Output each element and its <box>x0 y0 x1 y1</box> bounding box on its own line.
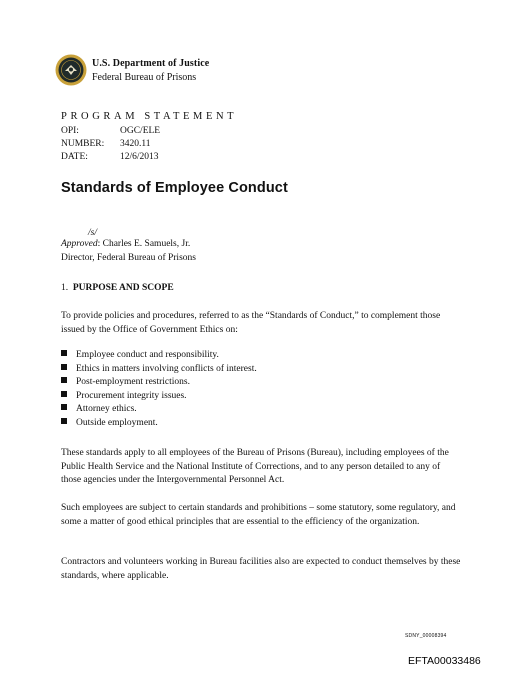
bullet-square-icon <box>61 391 67 397</box>
list-item-text: Ethics in matters involving conflicts of interest. <box>76 363 257 374</box>
list-item-text: Post-employment restrictions. <box>76 377 190 388</box>
director-title: Director, Federal Bureau of Prisons <box>61 253 196 263</box>
signature-mark: /s/ <box>88 228 97 238</box>
list-item <box>61 390 257 404</box>
paragraph-standards: Such employees are subject to certain standards and prohibitions – some statutory, some regulatory, and some a matter of good ethical principles that are essential to the efficiency of the organization. <box>61 503 456 527</box>
bullet-square-icon <box>61 350 67 356</box>
approved-name: : Charles E. Samuels, Jr. <box>97 239 191 249</box>
efta-number: EFTA00033486 <box>408 655 481 667</box>
list-item-text: Employee conduct and responsibility. <box>76 350 219 360</box>
list-item <box>61 376 257 390</box>
bullet-square-icon <box>61 364 67 370</box>
agency-name: U.S. Department of Justice <box>92 58 210 69</box>
meta-value: 12/6/2013 <box>120 152 159 162</box>
bullet-list <box>61 349 257 431</box>
meta-label: OPI: <box>61 126 79 136</box>
bates-number: SDNY_00008394 <box>405 633 447 639</box>
paragraph-applicability: These standards apply to all employees of the Bureau of Prisons (Bureau), including employees of the Public Health Service and the National Institute of Corrections, and to any person detailed to any of those agencies under the Intergovernmental Personnel Act. <box>61 448 449 485</box>
section-heading <box>61 283 174 293</box>
paragraph-intro: To provide policies and procedures, referred to as the “Standards of Conduct,” to complement those issued by the Office of Government Ethics on: <box>61 311 441 335</box>
list-item <box>61 363 257 377</box>
program-statement-heading: PROGRAM STATEMENT <box>61 111 238 122</box>
list-item <box>61 349 257 363</box>
meta-value: OGC/ELE <box>120 126 161 136</box>
meta-value: 3420.11 <box>120 139 151 149</box>
section-title: PURPOSE AND SCOPE <box>72 283 174 293</box>
meta-row-number <box>61 139 311 149</box>
list-item-text: Procurement integrity issues. <box>76 390 187 401</box>
approved-label: Approved <box>61 239 98 249</box>
bullet-square-icon <box>61 418 67 424</box>
list-item-text: Attorney ethics. <box>76 404 137 415</box>
bullet-square-icon <box>61 404 67 410</box>
list-item-text: Outside employment. <box>76 417 158 428</box>
meta-label: NUMBER: <box>61 139 105 149</box>
section-number: 1. <box>61 283 69 293</box>
paragraph-contractors: Contractors and volunteers working in Bureau facilities also are expected to conduct themselves by these standards, where applicable. <box>61 557 461 581</box>
approved-line <box>61 239 190 249</box>
doj-seal-icon <box>55 54 87 86</box>
meta-row-opi <box>61 126 311 136</box>
meta-label: DATE: <box>61 152 88 162</box>
bureau-name: Federal Bureau of Prisons <box>92 72 197 83</box>
meta-row-date <box>61 152 311 162</box>
list-item <box>61 417 257 431</box>
document-title: Standards of Employee Conduct <box>61 180 288 196</box>
list-item <box>61 403 257 417</box>
bullet-square-icon <box>61 377 67 383</box>
